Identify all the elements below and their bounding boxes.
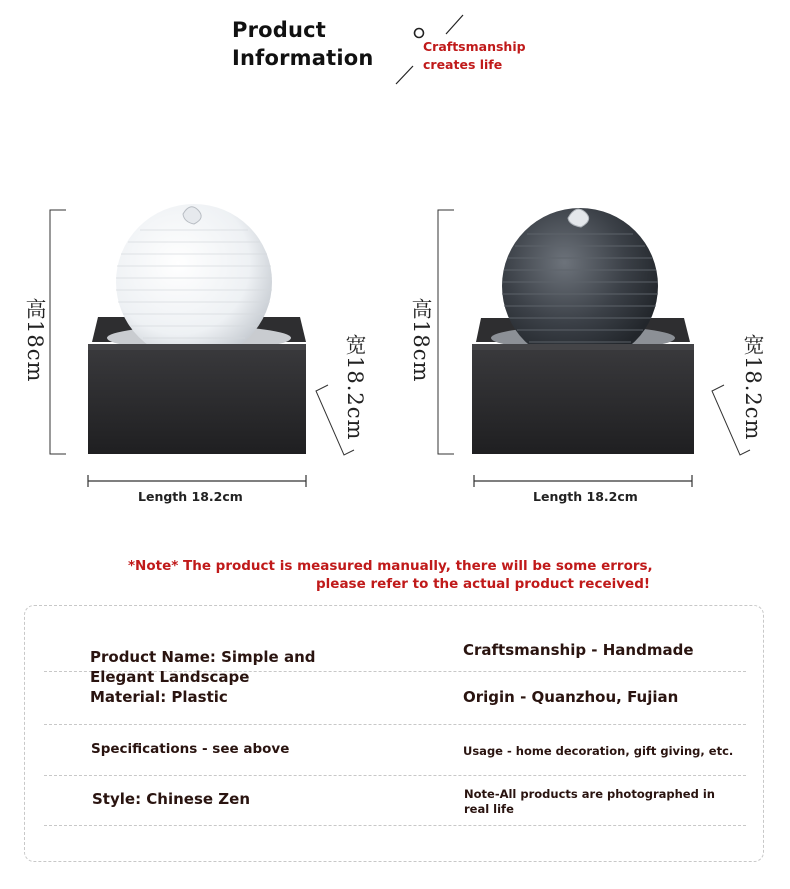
product-illustrations: [0, 190, 790, 520]
product-right-image: [438, 208, 750, 487]
product-name-line-1: Product Name: Simple and: [90, 648, 316, 666]
spec-craftsmanship: Craftsmanship - Handmade: [463, 641, 694, 659]
spec-usage: Usage - home decoration, gift giving, etc.: [463, 744, 734, 758]
spec-specifications: Specifications - see above: [91, 741, 290, 757]
right-width-label: 宽18.2cm: [741, 334, 765, 441]
title-line-1: Product: [232, 18, 327, 42]
measurement-note-line-1: *Note* The product is measured manually, there will be some errors,: [128, 558, 653, 574]
spec-material: Material: Plastic: [90, 688, 228, 706]
product-left-image: [50, 204, 354, 487]
spec-divider: [44, 775, 746, 776]
product-name-line-2: Elegant Landscape: [90, 668, 250, 686]
header-decoration-icon: [0, 0, 790, 100]
spec-product-name: [90, 647, 330, 707]
right-length-label: Length 18.2cm: [533, 489, 638, 504]
spec-photo-note: Note-All products are photographed in real life: [464, 787, 715, 816]
spec-divider: [44, 724, 746, 725]
spec-origin: Origin - Quanzhou, Fujian: [463, 688, 679, 706]
title-line-2: Information: [232, 46, 374, 70]
left-length-label: Length 18.2cm: [138, 489, 243, 504]
tagline-line-2: creates life: [423, 57, 503, 72]
left-width-label: 宽18.2cm: [343, 334, 367, 441]
spec-divider: [44, 825, 746, 826]
tagline-line-1: Craftsmanship: [423, 39, 526, 54]
spec-style: Style: Chinese Zen: [92, 790, 251, 808]
left-height-label: 高18cm: [23, 298, 47, 383]
tagline: [423, 38, 526, 74]
measurement-note-line-2: please refer to the actual product received!: [316, 576, 651, 592]
right-height-label: 高18cm: [409, 298, 433, 383]
